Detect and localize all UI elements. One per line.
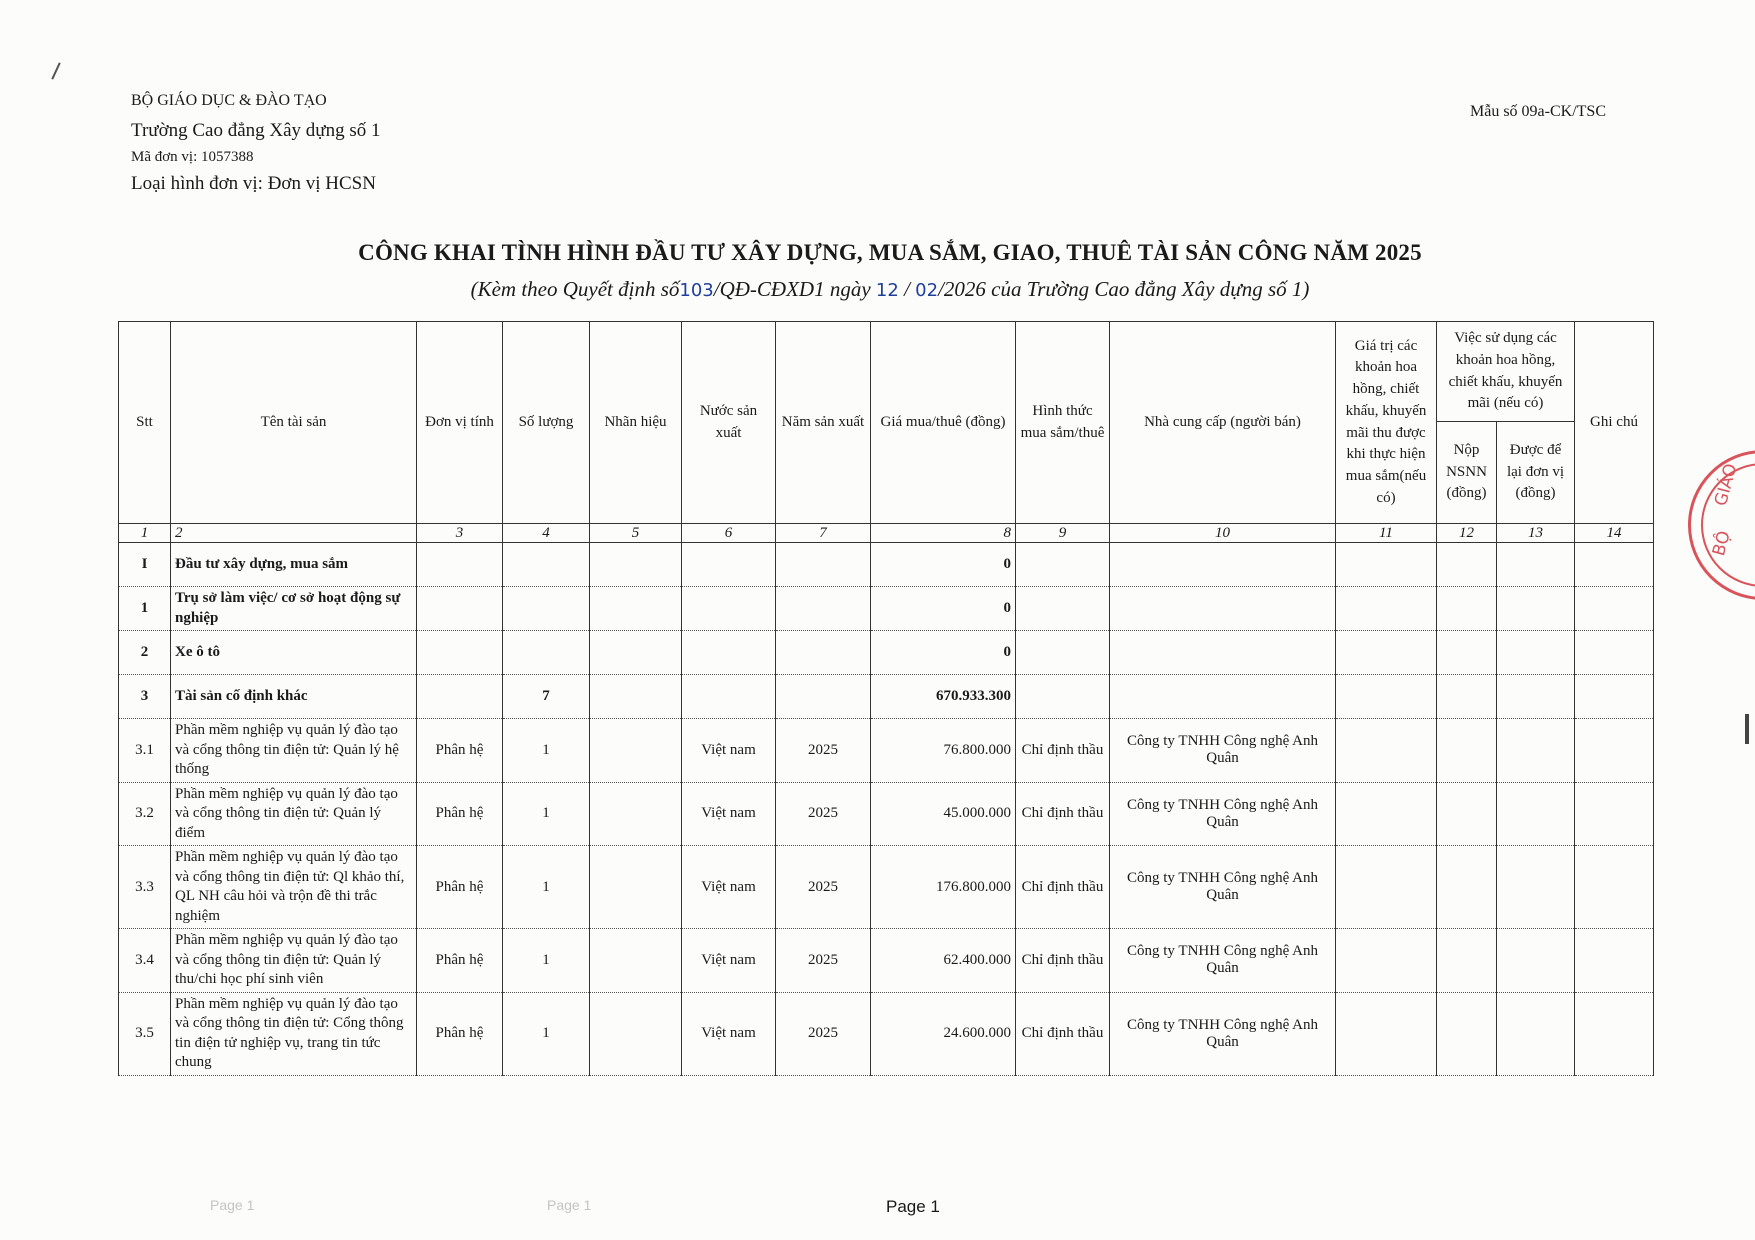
- cell-unit: Phân hệ: [417, 782, 503, 846]
- cell-asset-name: Đầu tư xây dựng, mua sắm: [171, 543, 417, 587]
- cell-price: 0: [871, 543, 1016, 587]
- page-number: Page 1: [886, 1197, 940, 1216]
- cell-brand: [590, 631, 682, 675]
- cell-paid-state: [1437, 543, 1497, 587]
- cell-year: 2025: [776, 782, 871, 846]
- cell-country: Việt nam: [682, 846, 776, 929]
- cell-retained: [1497, 719, 1575, 783]
- cell-stt: 3.3: [119, 846, 171, 929]
- cell-commission-value: [1336, 587, 1437, 631]
- cell-method: [1016, 543, 1110, 587]
- cell-method: [1016, 587, 1110, 631]
- cell-retained: [1497, 782, 1575, 846]
- cell-stt: 3.4: [119, 929, 171, 993]
- cell-commission-value: [1336, 782, 1437, 846]
- cell-quantity: 1: [503, 992, 590, 1075]
- cell-price: 0: [871, 631, 1016, 675]
- cell-year: [776, 631, 871, 675]
- cell-method: Chỉ định thầu: [1016, 782, 1110, 846]
- column-number: 2: [171, 524, 417, 543]
- document-title: CÔNG KHAI TÌNH HÌNH ĐẦU TƯ XÂY DỰNG, MUA SẮM, GIAO, THUÊ TÀI SẢN CÔNG NĂM 2025: [358, 240, 1422, 265]
- cell-commission-value: [1336, 631, 1437, 675]
- header-commission-value: Giá trị các khoản hoa hồng, chiết khấu, khuyến mãi thu được khi thực hiện mua sắm(nếu có): [1336, 322, 1437, 524]
- cell-country: Việt nam: [682, 719, 776, 783]
- cell-notes: [1575, 543, 1654, 587]
- cell-supplier: Công ty TNHH Công nghệ Anh Quân: [1110, 782, 1336, 846]
- cell-supplier: [1110, 587, 1336, 631]
- subtitle-text: (Kèm theo Quyết định số: [470, 277, 680, 301]
- cell-stt: I: [119, 543, 171, 587]
- cell-year: [776, 543, 871, 587]
- header-supplier: Nhà cung cấp (người bán): [1110, 322, 1336, 524]
- cell-price: 45.000.000: [871, 782, 1016, 846]
- table-row: [119, 719, 1654, 783]
- column-number: 10: [1110, 524, 1336, 543]
- cell-paid-state: [1437, 846, 1497, 929]
- cell-notes: [1575, 631, 1654, 675]
- cell-asset-name: Tài sản cố định khác: [171, 675, 417, 719]
- header-method: Hình thức mua sắm/thuê: [1016, 322, 1110, 524]
- cell-quantity: 1: [503, 929, 590, 993]
- cell-paid-state: [1437, 719, 1497, 783]
- subtitle-text: /2026 của Trường Cao đẳng Xây dựng số 1): [938, 277, 1310, 301]
- cell-stt: 3.2: [119, 782, 171, 846]
- column-number: 3: [417, 524, 503, 543]
- table-row: [119, 992, 1654, 1075]
- column-number: 9: [1016, 524, 1110, 543]
- header-unit: Đơn vị tính: [417, 322, 503, 524]
- asset-table: [118, 321, 1654, 1076]
- table-row: [119, 631, 1654, 675]
- cell-supplier: Công ty TNHH Công nghệ Anh Quân: [1110, 846, 1336, 929]
- cell-retained: [1497, 675, 1575, 719]
- seal-text: GIÁO: [1711, 461, 1742, 509]
- unit-header: [131, 90, 381, 197]
- cell-paid-state: [1437, 675, 1497, 719]
- faint-page-label: Page 1: [210, 1197, 255, 1213]
- cell-asset-name: Trụ sở làm việc/ cơ sở hoạt động sự nghiệp: [171, 587, 417, 631]
- cell-country: [682, 587, 776, 631]
- cell-stt: 1: [119, 587, 171, 631]
- column-number: 13: [1497, 524, 1575, 543]
- cell-paid-state: [1437, 992, 1497, 1075]
- cell-quantity: [503, 631, 590, 675]
- cell-brand: [590, 782, 682, 846]
- cell-price: 0: [871, 587, 1016, 631]
- header-retained: Được để lại đơn vị (đồng): [1497, 422, 1575, 524]
- column-number: 4: [503, 524, 590, 543]
- cell-country: [682, 543, 776, 587]
- header-quantity: Số lượng: [503, 322, 590, 524]
- cell-price: 76.800.000: [871, 719, 1016, 783]
- column-number: 8: [871, 524, 1016, 543]
- cell-country: [682, 675, 776, 719]
- header-price: Giá mua/thuê (đồng): [871, 322, 1016, 524]
- cell-commission-value: [1336, 992, 1437, 1075]
- cell-paid-state: [1437, 929, 1497, 993]
- cell-brand: [590, 929, 682, 993]
- cell-stt: 2: [119, 631, 171, 675]
- cell-notes: [1575, 719, 1654, 783]
- cell-retained: [1497, 929, 1575, 993]
- cell-method: [1016, 631, 1110, 675]
- cell-notes: [1575, 675, 1654, 719]
- cell-asset-name: Phần mềm nghiệp vụ quản lý đào tạo và cổng thông tin điện tử: Quản lý hệ thống: [171, 719, 417, 783]
- cell-country: Việt nam: [682, 992, 776, 1075]
- header-notes: Ghi chú: [1575, 322, 1654, 524]
- cell-supplier: Công ty TNHH Công nghệ Anh Quân: [1110, 929, 1336, 993]
- table-row: [119, 543, 1654, 587]
- cell-asset-name: Phần mềm nghiệp vụ quản lý đào tạo và cổng thông tin điện tử: Quản lý thu/chi học phí sinh viên: [171, 929, 417, 993]
- cell-brand: [590, 675, 682, 719]
- header-commission-use: Việc sử dụng các khoản hoa hồng, chiết khấu, khuyến mãi (nếu có): [1437, 322, 1575, 422]
- cell-notes: [1575, 929, 1654, 993]
- column-number: 6: [682, 524, 776, 543]
- cell-country: [682, 631, 776, 675]
- cell-quantity: 1: [503, 719, 590, 783]
- cell-notes: [1575, 846, 1654, 929]
- decision-number-handwritten: 103: [679, 280, 714, 301]
- cell-paid-state: [1437, 587, 1497, 631]
- unit-code: Mã đơn vị: 1057388: [131, 149, 254, 166]
- header-country: Nước sản xuất: [682, 322, 776, 524]
- cell-unit: [417, 675, 503, 719]
- cell-quantity: 1: [503, 782, 590, 846]
- table-row: [119, 846, 1654, 929]
- cell-unit: [417, 631, 503, 675]
- column-number: 5: [590, 524, 682, 543]
- cell-asset-name: Phần mềm nghiệp vụ quản lý đào tạo và cổng thông tin điện tử: Quản lý điểm: [171, 782, 417, 846]
- cell-year: [776, 675, 871, 719]
- scan-mark: [51, 62, 60, 79]
- column-number: 12: [1437, 524, 1497, 543]
- cell-retained: [1497, 846, 1575, 929]
- cell-stt: 3.1: [119, 719, 171, 783]
- table-row: [119, 587, 1654, 631]
- cell-retained: [1497, 543, 1575, 587]
- document-subtitle: [0, 277, 1755, 302]
- cell-method: Chỉ định thầu: [1016, 992, 1110, 1075]
- cell-year: 2025: [776, 929, 871, 993]
- cell-notes: [1575, 782, 1654, 846]
- cell-commission-value: [1336, 543, 1437, 587]
- column-number: 7: [776, 524, 871, 543]
- cell-commission-value: [1336, 719, 1437, 783]
- cell-unit: Phân hệ: [417, 929, 503, 993]
- header-year: Năm sản xuất: [776, 322, 871, 524]
- cell-method: [1016, 675, 1110, 719]
- cell-brand: [590, 846, 682, 929]
- cell-brand: [590, 587, 682, 631]
- cell-unit: [417, 543, 503, 587]
- cell-paid-state: [1437, 782, 1497, 846]
- cell-price: 670.933.300: [871, 675, 1016, 719]
- column-number: 1: [119, 524, 171, 543]
- month-handwritten: 02: [915, 280, 939, 301]
- cell-supplier: [1110, 675, 1336, 719]
- cell-commission-value: [1336, 846, 1437, 929]
- cell-quantity: 1: [503, 846, 590, 929]
- cell-retained: [1497, 992, 1575, 1075]
- ministry-name: BỘ GIÁO DỤC & ĐÀO TẠO: [131, 92, 327, 109]
- cell-brand: [590, 992, 682, 1075]
- cell-brand: [590, 719, 682, 783]
- subtitle-text: /QĐ-CĐXD1 ngày: [713, 277, 871, 301]
- cell-price: 62.400.000: [871, 929, 1016, 993]
- column-number: 14: [1575, 524, 1654, 543]
- cell-paid-state: [1437, 631, 1497, 675]
- column-number-row: [119, 524, 1654, 543]
- cell-asset-name: Xe ô tô: [171, 631, 417, 675]
- official-seal: [1688, 450, 1755, 600]
- header-brand: Nhãn hiệu: [590, 322, 682, 524]
- cell-year: 2025: [776, 992, 871, 1075]
- faint-page-label: Page 1: [547, 1197, 592, 1213]
- cell-retained: [1497, 631, 1575, 675]
- cell-commission-value: [1336, 929, 1437, 993]
- cell-price: 24.600.000: [871, 992, 1016, 1075]
- header-paid-state: Nộp NSNN (đồng): [1437, 422, 1497, 524]
- seal-text: BỘ: [1709, 528, 1735, 559]
- form-number: Mẫu số 09a-CK/TSC: [1470, 103, 1606, 120]
- cell-brand: [590, 543, 682, 587]
- cell-notes: [1575, 992, 1654, 1075]
- cell-asset-name: Phần mềm nghiệp vụ quản lý đào tạo và cổng thông tin điện tử: Cổng thông tin điện tử nghiệp vụ, trang tin tức chung: [171, 992, 417, 1075]
- cell-method: Chỉ định thầu: [1016, 846, 1110, 929]
- table-row: [119, 929, 1654, 993]
- cell-method: Chỉ định thầu: [1016, 719, 1110, 783]
- table-row: [119, 675, 1654, 719]
- cell-year: 2025: [776, 719, 871, 783]
- scan-mark: [1745, 714, 1749, 744]
- cell-supplier: [1110, 543, 1336, 587]
- school-name: Trường Cao đẳng Xây dựng số 1: [131, 119, 381, 141]
- table-row: [119, 782, 1654, 846]
- header-stt: Stt: [119, 322, 171, 524]
- cell-price: 176.800.000: [871, 846, 1016, 929]
- cell-commission-value: [1336, 675, 1437, 719]
- cell-supplier: Công ty TNHH Công nghệ Anh Quân: [1110, 992, 1336, 1075]
- cell-asset-name: Phần mềm nghiệp vụ quản lý đào tạo và cổng thông tin điện tử: Ql khảo thí, QL NH câu hỏi và trộn đề thi trắc nghiệm: [171, 846, 417, 929]
- cell-notes: [1575, 587, 1654, 631]
- cell-retained: [1497, 587, 1575, 631]
- cell-supplier: Công ty TNHH Công nghệ Anh Quân: [1110, 719, 1336, 783]
- header-name: Tên tài sản: [171, 322, 417, 524]
- cell-stt: 3: [119, 675, 171, 719]
- column-number: 11: [1336, 524, 1437, 543]
- cell-unit: [417, 587, 503, 631]
- cell-quantity: 7: [503, 675, 590, 719]
- day-handwritten: 12: [875, 280, 899, 301]
- cell-unit: Phân hệ: [417, 992, 503, 1075]
- cell-method: Chỉ định thầu: [1016, 929, 1110, 993]
- cell-quantity: [503, 587, 590, 631]
- cell-unit: Phân hệ: [417, 719, 503, 783]
- cell-country: Việt nam: [682, 782, 776, 846]
- cell-year: [776, 587, 871, 631]
- cell-unit: Phân hệ: [417, 846, 503, 929]
- cell-stt: 3.5: [119, 992, 171, 1075]
- cell-supplier: [1110, 631, 1336, 675]
- cell-country: Việt nam: [682, 929, 776, 993]
- cell-year: 2025: [776, 846, 871, 929]
- date-separator: /: [898, 277, 916, 301]
- cell-quantity: [503, 543, 590, 587]
- unit-type: Loại hình đơn vị: Đơn vị HCSN: [131, 173, 376, 195]
